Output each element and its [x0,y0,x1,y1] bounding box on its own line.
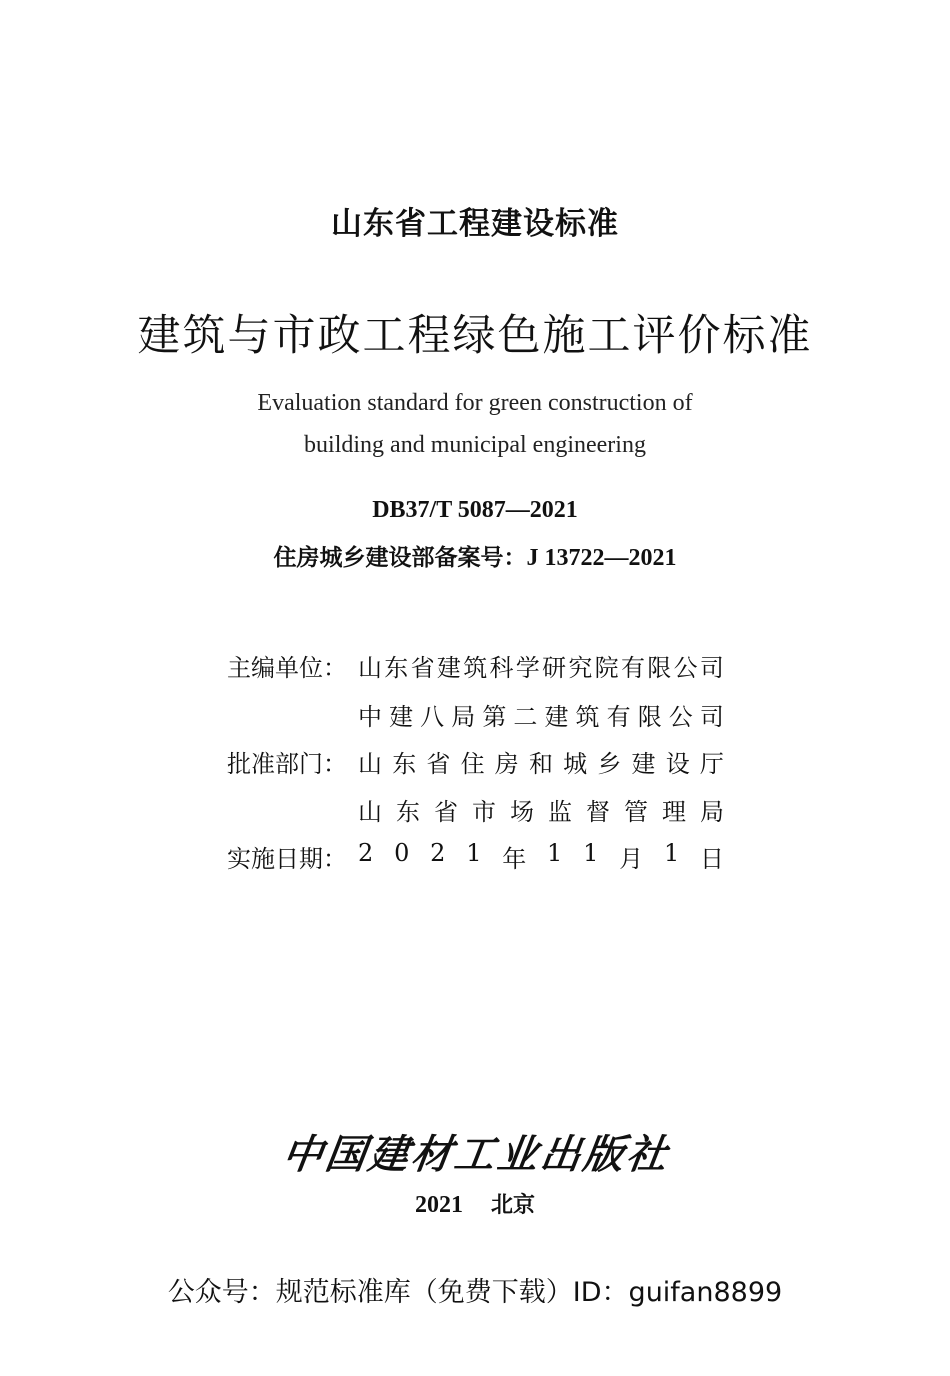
publisher-logo [0,1120,950,1190]
glyph: 理 [662,798,686,826]
glyph: 1 [583,839,599,867]
glyph: 有 [620,654,645,682]
glyph: 局 [451,703,476,731]
glyph: 2 [358,839,374,867]
glyph: 东 [396,798,420,826]
glyph: 省 [410,654,435,682]
glyph: 八 [420,703,445,731]
glyph: 研 [542,654,567,682]
approver-department-2 [358,792,724,827]
glyph: 学 [515,654,540,682]
glyph: 城 [563,750,588,778]
glyph: 东 [392,750,417,778]
approver-label: 批准部门： [227,750,347,778]
glyph: 0 [394,839,410,867]
record-number: J 13722—2021 [526,545,677,571]
glyph: 和 [528,750,553,778]
glyph: 东 [384,654,409,682]
glyph: 管 [624,798,648,826]
standard-number: DB37/T 5087—2021 [372,497,578,523]
glyph: 山 [358,798,382,826]
editor-label: 主编单位： [227,654,347,682]
editor-unit-1 [358,648,724,683]
glyph: 公 [673,654,698,682]
glyph: 市 [472,798,496,826]
publication-year: 2021 [414,1192,463,1218]
glyph: 限 [647,654,672,682]
glyph: 年 [502,845,527,873]
approver-department-1 [358,744,724,779]
document-title-english-line-1: Evaluation standard for green construction of [257,390,693,416]
glyph: 科 [489,654,514,682]
glyph: 1 [547,839,563,867]
glyph: 1 [663,839,680,867]
record-line [0,539,950,572]
glyph: 局 [700,798,724,826]
publication-line [0,1188,950,1219]
publisher-logo-text: 中国建材工业出版社 [279,1131,673,1178]
editor-unit-2 [358,697,724,732]
glyph: 场 [510,798,534,826]
record-label: 住房城乡建设部备案号： [273,545,527,571]
glyph: 限 [637,703,662,731]
glyph: 二 [513,703,538,731]
glyph: 乡 [597,750,622,778]
document-title-chinese: 建筑与市政工程绿色施工评价标准 [137,311,813,361]
glyph: 建 [436,654,461,682]
standard-series: 山东省工程建设标准 [331,206,619,242]
glyph: 有 [606,703,631,731]
publication-city: 北京 [490,1193,535,1218]
glyph: 司 [699,654,724,682]
glyph: 1 [466,839,482,867]
glyph: 建 [544,703,569,731]
effective-date-label: 实施日期： [227,845,347,873]
glyph: 省 [434,798,458,826]
glyph: 筑 [575,703,600,731]
glyph: 厅 [699,750,724,778]
document-title-english-line-2: building and municipal engineering [304,432,646,458]
glyph: 第 [482,703,507,731]
glyph: 筑 [463,654,488,682]
watermark-text: 公众号：规范标准库（免费下载）ID：guifan8899 [167,1277,783,1308]
glyph: 公 [668,703,693,731]
glyph: 司 [699,703,724,731]
glyph: 设 [665,750,690,778]
glyph: 究 [568,654,593,682]
glyph: 监 [548,798,572,826]
glyph: 房 [494,750,519,778]
glyph: 建 [631,750,656,778]
glyph: 省 [426,750,451,778]
glyph: 督 [586,798,610,826]
glyph: 中 [358,703,382,731]
effective-date [358,839,724,874]
glyph: 月 [619,845,644,873]
glyph: 山 [358,654,382,682]
glyph: 建 [389,703,414,731]
glyph: 日 [700,845,724,873]
glyph: 住 [460,750,485,778]
glyph: 山 [358,750,382,778]
glyph: 院 [594,654,619,682]
glyph: 2 [430,839,446,867]
